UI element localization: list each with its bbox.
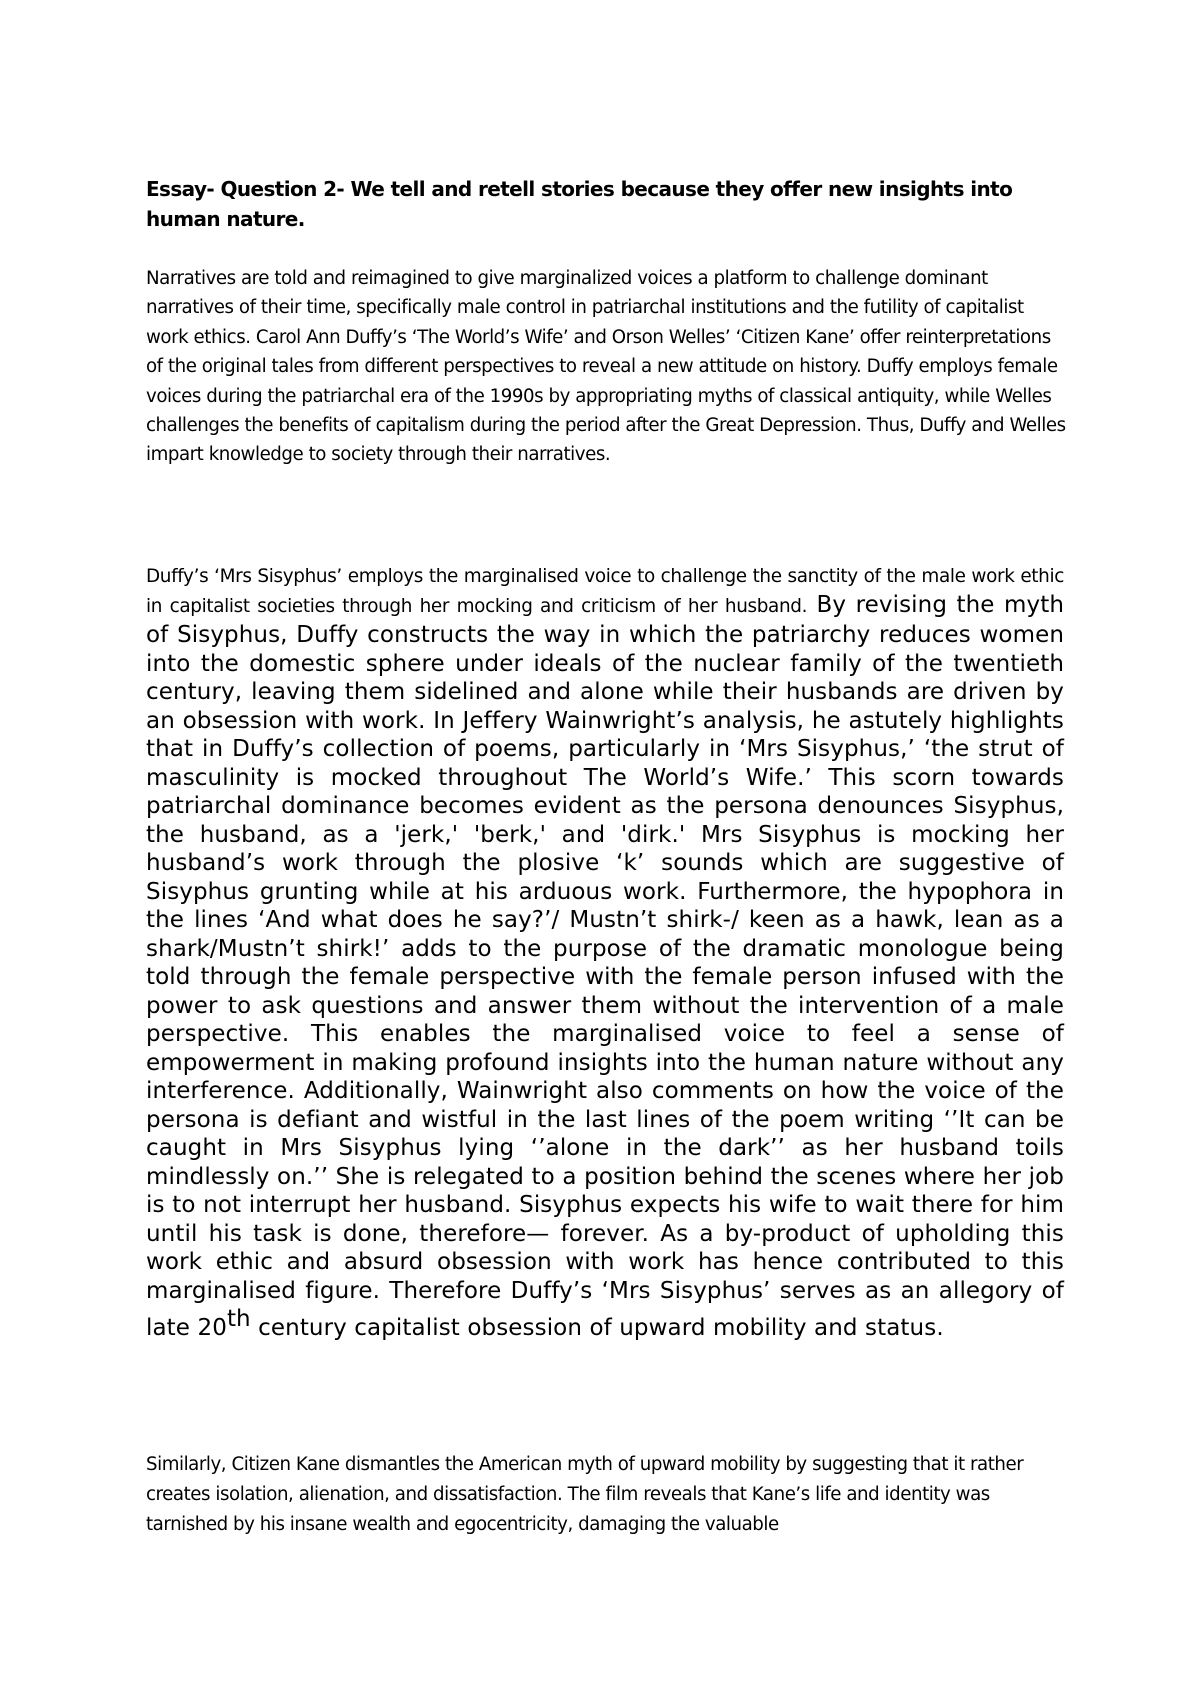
body-paragraph-opening: Duffy’s ‘Mrs Sisyphus’ employs the marginalised voice to challenge the sanctity of the male work ethic in capitalist societies through her mocking and criticism of her husband.: [146, 566, 1064, 617]
intro-paragraph: Narratives are told and reimagined to give marginalized voices a platform to challenge dominant narratives of their time, specifically male control in patriarchal institutions and the futility of capitalist work ethics. Carol Ann Duffy’s ‘The World’s Wife’ and Orson Welles’ ‘Citizen Kane’ offer reinterpretations of the original tales from different perspectives to reveal a new attitude on history. Duffy employs female voices during the patriarchal era of the 1990s by appropriating myths of classical antiquity, while Welles challenges the benefits of capitalism during the period after the Great Depression. Thus, Duffy and Welles impart knowledge to society through their narratives.: [146, 268, 1066, 466]
essay-title: Essay- Question 2- We tell and retell stories because they offer new insights into human nature.: [146, 177, 1013, 231]
body-paragraph-main: By revising the myth of Sisyphus, Duffy constructs the way in which the patriarchy reduces women into the domestic sphere under ideals of the nuclear family of the twentieth century, leaving them sidelined and alone while their husbands are driven by an obsession with work. In Jeffery Wainwright’s analysis, he astutely highlights that in Duffy’s collection of poems, particularly in ‘Mrs Sisyphus,’ ‘the strut of masculinity is mocked throughout The World’s Wife.’ This scorn towards patriarchal dominance becomes evident as the persona denounces Sisyphus, the husband, as a 'jerk,' 'berk,' and 'dirk.' Mrs Sisyphus is mocking her husband’s work through the plosive ‘k’ sounds which are suggestive of Sisyphus grunting while at his arduous work. Furthermore, the hypophora in the lines ‘And what does he say?’/ Mustn’t shirk-/ keen as a hawk, lean as a shark/Mustn’t shirk!’ adds to the purpose of the dramatic monologue being told through the female perspective with the female person infused with the power to ask questions and answer them without the intervention of a male perspective. This enables the marginalised voice to feel a sense of empowerment in making profound insights into the human nature without any interference. Additionally, Wainwright also comments on how the voice of the persona is defiant and wistful in the last lines of the poem writing ‘’It can be caught in Mrs Sisyphus lying ‘’alone in the dark’’ as her husband toils mindlessly on.’’ She is relegated to a position behind the scenes where her job is to not interrupt her husband. Sisyphus expects his wife to wait there for him until his task is done, therefore— forever. As a by-product of upholding this work ethic and absurd obsession with work has hence contributed to this marginalised figure. Therefore Duffy’s ‘Mrs Sisyphus’ serves as an allegory of late 20: [146, 592, 1064, 1341]
ordinal-superscript: th: [226, 1306, 251, 1332]
body-paragraph-mrs-sisyphus: [146, 562, 1064, 1343]
body-paragraph-ending: century capitalist obsession of upward mobility and status.: [250, 1315, 944, 1341]
closing-paragraph-citizen-kane: Similarly, Citizen Kane dismantles the American myth of upward mobility by suggesting that it rather creates isolation, alienation, and dissatisfaction. The film reveals that Kane’s life and identity was tarnished by his insane wealth and egocentricity, damaging the valuable: [146, 1454, 1024, 1535]
